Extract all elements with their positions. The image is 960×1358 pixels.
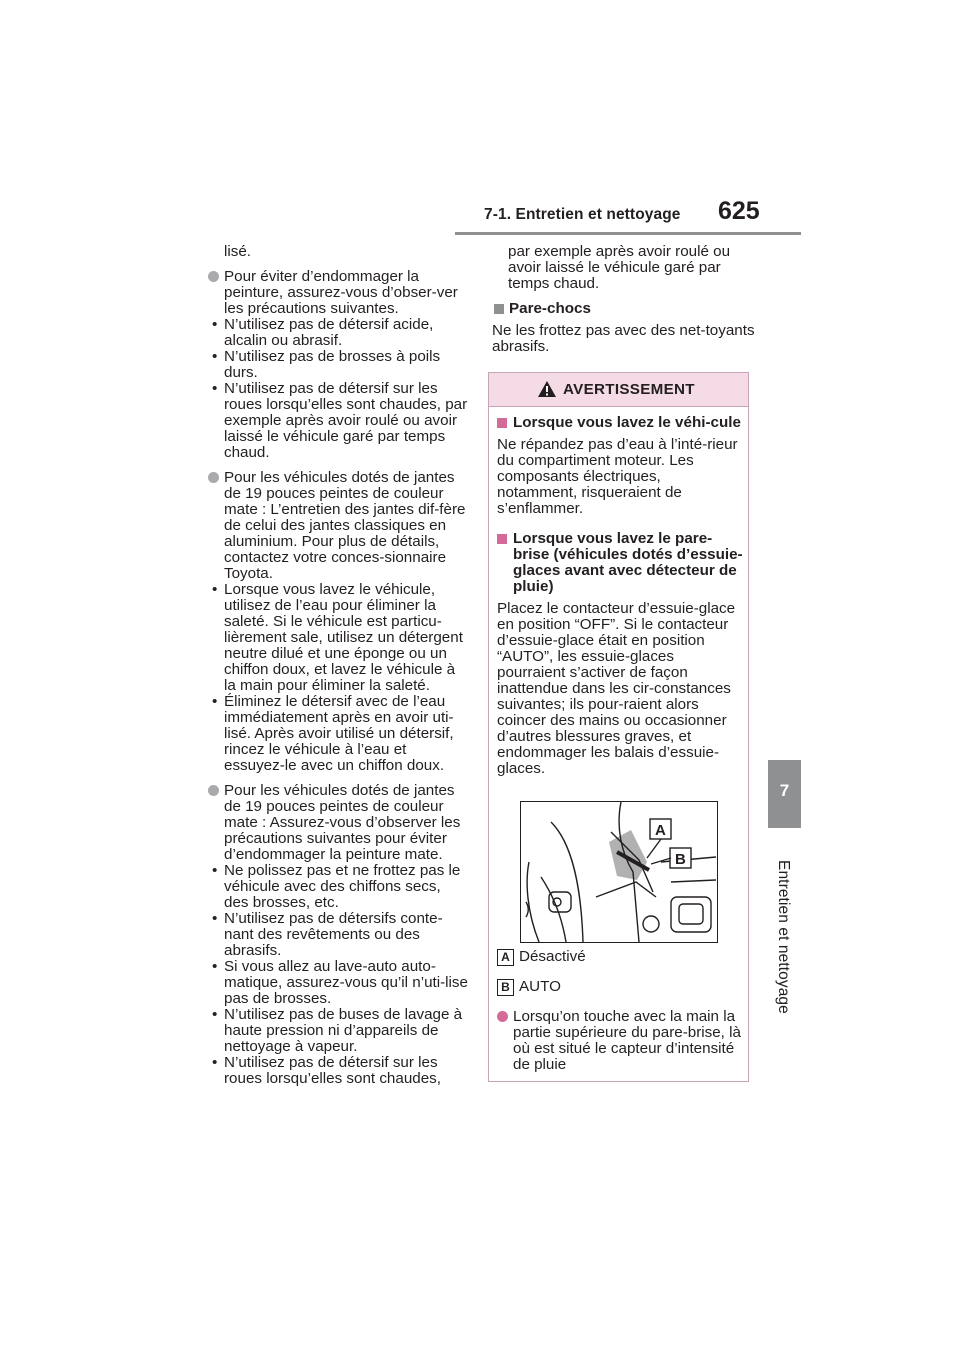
- bullet-dot-icon: [208, 785, 219, 796]
- warning-bullet-item: Lorsqu’on touche avec la main la partie supérieure du pare-brise, là où est situé le capteur d’intensité de pluie: [497, 1009, 743, 1073]
- sub-list: [208, 582, 468, 774]
- sub-item: • Si vous allez au lave-auto auto-matique, assurez-vous qu’il n’uti-lise pas de brosses.: [212, 958, 468, 1007]
- square-bullet-icon: [494, 304, 504, 314]
- sub-list: [208, 863, 468, 1087]
- paragraph: Ne les frottez pas avec des net-toyants abrasifs.: [492, 322, 755, 355]
- warning-box: [488, 372, 749, 1082]
- warning-legend: [497, 949, 743, 1073]
- section-title: 7-1. Entretien et nettoyage: [484, 206, 681, 223]
- steering-wheel-illustration: [521, 802, 717, 942]
- sub-item: • N’utilisez pas de brosses à poils durs.: [212, 348, 441, 381]
- sub-item: • Éliminez le détersif avec de l’eau immédiatement après en avoir uti-lisé. Après avoir utilisé un détersif, rincez le véhicule à l’eau et essuyez-le avec un chiffon doux.: [212, 693, 454, 774]
- square-bullet-icon: [497, 418, 507, 428]
- sub-item: • N’utilisez pas de détersif sur les roues lorsqu’elles sont chaudes,: [212, 1054, 441, 1087]
- legend-key: B: [497, 979, 514, 996]
- bullet-item: [208, 470, 468, 582]
- legend-text: Désactivé: [519, 948, 586, 965]
- bullet-item: [208, 783, 468, 863]
- bullet-text: Pour éviter d’endommager la peinture, assurez-vous d’obser-ver les précautions suivantes.: [224, 268, 458, 317]
- chapter-number: 7: [779, 781, 790, 800]
- sub-item: • N’utilisez pas de buses de lavage à haute pression ni d’appareils de nettoyage à vapeur.: [212, 1006, 463, 1055]
- sub-item: • Ne polissez pas et ne frottez pas le véhicule avec des chiffons secs, des brosses, etc.: [212, 862, 461, 911]
- legend-key: A: [497, 949, 514, 966]
- illustration-label-b: B: [675, 851, 686, 868]
- bullet-text: Pour les véhicules dotés de jantes de 19 pouces peintes de couleur mate : Assurez-vous d’observer les précautions suivantes pour éviter d’endommager la peinture mate.: [224, 782, 461, 863]
- warning-heading: Lorsque vous lavez le véhi-cule: [497, 415, 743, 431]
- legend-item: [497, 979, 743, 997]
- square-bullet-icon: [497, 534, 507, 544]
- continued-text: par exemple après avoir roulé ou avoir laissé le véhicule garé par temps chaud.: [508, 243, 731, 292]
- bullet-dot-icon: [208, 271, 219, 282]
- warning-title: AVERTISSEMENT: [563, 381, 695, 398]
- illustration-label-a: A: [655, 822, 666, 839]
- header-rule: [455, 232, 801, 235]
- chapter-tab[interactable]: [768, 760, 801, 828]
- right-column: [494, 244, 756, 364]
- continued-text: lisé.: [224, 243, 252, 260]
- wiper-switch-illustration: [520, 801, 718, 943]
- legend-item: [497, 949, 743, 967]
- sub-item: • Lorsque vous lavez le véhicule, utilisez de l’eau pour éliminer la saleté. Si le véhicule est particu-lièrement sale, utilisez un détergent neutre dilué et une éponge ou un chiffon doux, et lavez le véhicule à la main pour éliminer la saleté.: [212, 581, 463, 694]
- bullet-text: Pour les véhicules dotés de jantes de 19 pouces peintes de couleur mate : L’entretien des jantes dif-fère de celui des jantes classiques en aluminium. Pour plus de détails, contactez votre conces-sionnaire Toyota.: [224, 469, 466, 582]
- bullet-dot-icon: [208, 472, 219, 483]
- sub-item: • N’utilisez pas de détersif acide, alcalin ou abrasif.: [212, 316, 434, 349]
- sub-item: • N’utilisez pas de détersifs conte-nant des revêtements ou des abrasifs.: [212, 910, 443, 959]
- chapter-label: Entretien et nettoyage: [775, 860, 792, 1014]
- sub-list: [208, 317, 468, 461]
- warning-header: [489, 373, 748, 407]
- legend-text: AUTO: [519, 978, 561, 995]
- warning-heading: Lorsque vous lavez le pare-brise (véhicules dotés d’essuie-glaces avant avec détecteur de pluie): [497, 531, 743, 595]
- warning-body: [497, 415, 743, 791]
- page-number: 625: [718, 197, 760, 225]
- warning-paragraph: Ne répandez pas d’eau à l’inté-rieur du compartiment moteur. Les composants électriques, notamment, risqueraient de s’enflammer.: [497, 436, 738, 517]
- warning-triangle-icon: [537, 380, 557, 398]
- left-column: [208, 244, 468, 1087]
- sub-item: • N’utilisez pas de détersif sur les roues lorsqu’elles sont chaudes, par exemple après avoir roulé ou avoir laissé le véhicule garé par temps chaud.: [212, 380, 468, 461]
- bullet-item: [208, 269, 468, 317]
- bullet-dot-icon: [497, 1011, 508, 1022]
- section-heading: Pare-chocs: [494, 301, 756, 317]
- warning-paragraph: Placez le contacteur d’essuie-glace en position “OFF”. Si le contacteur d’essuie-glace était en position “AUTO”, les essuie-glaces pourraient s’activer de façon inattendue dans les cir-constances suivantes; ils pour-raient alors coincer des mains ou occasionner d’autres blessures graves, et endommager les balais d’essuie-glaces.: [497, 600, 736, 777]
